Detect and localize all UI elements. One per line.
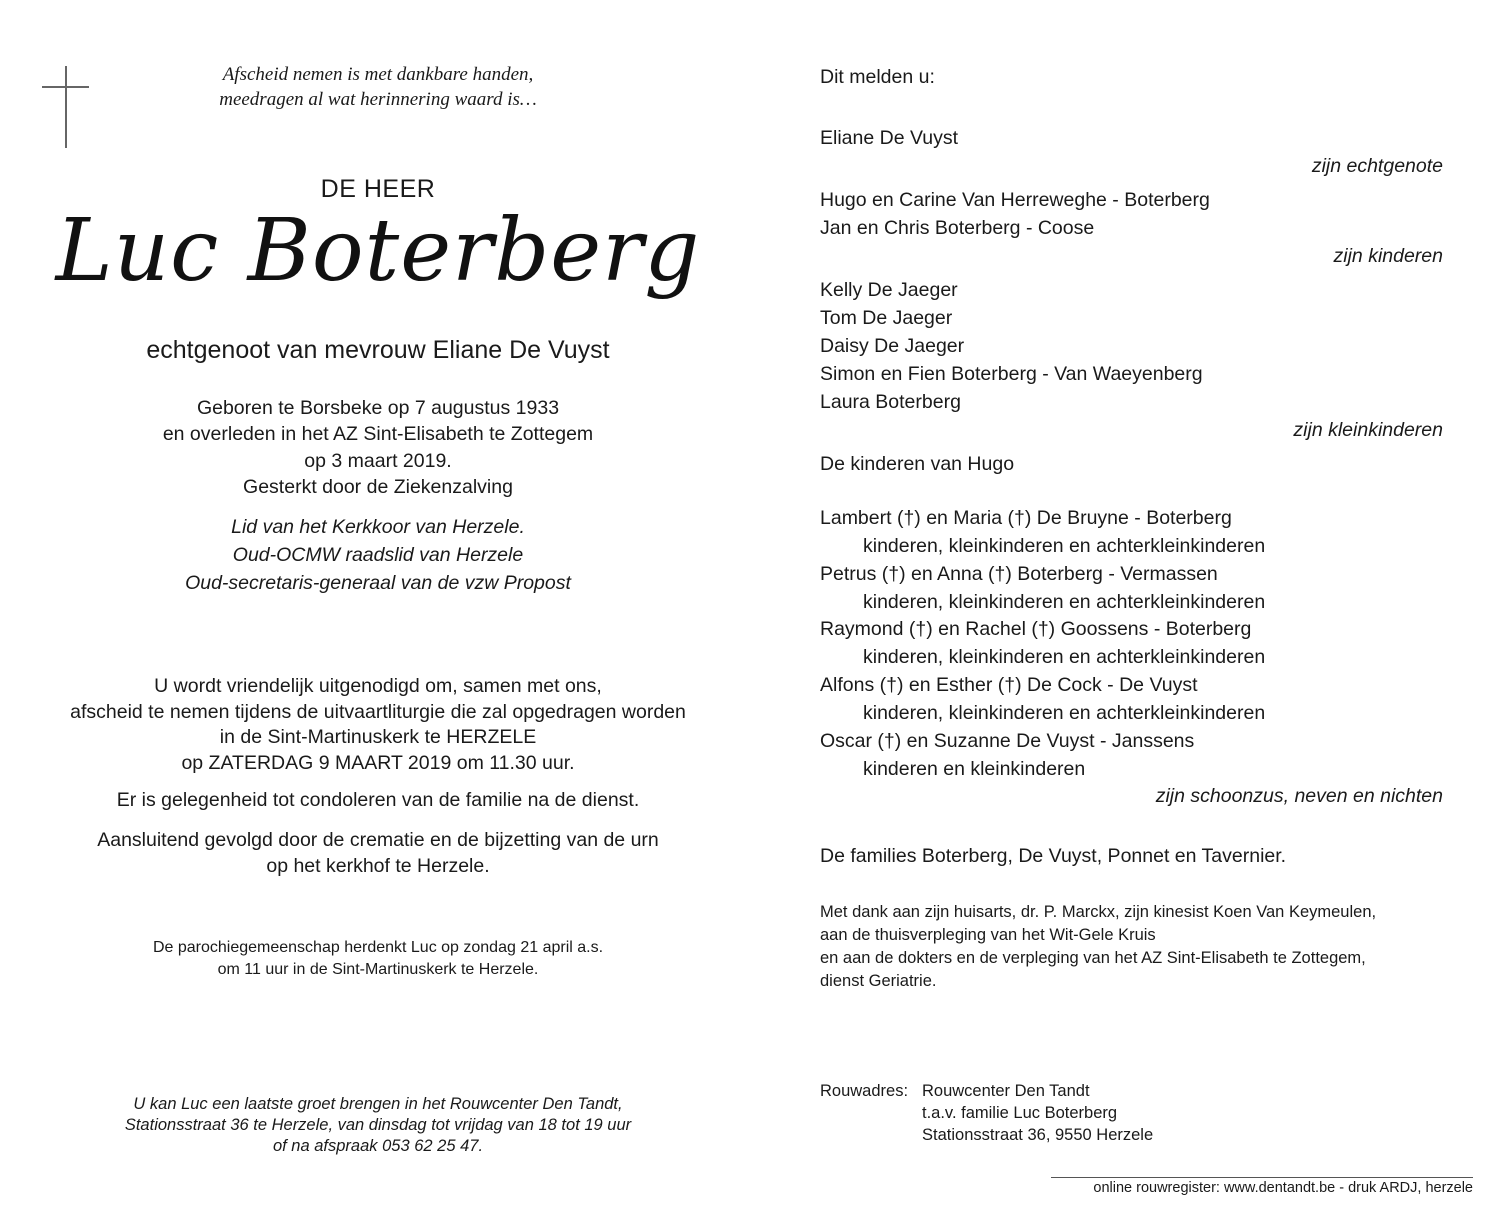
sibling-name: Lambert (†) en Maria (†) De Bruyne - Boterberg <box>820 507 1232 529</box>
thanks-line: en aan de dokters en de verpleging van het AZ Sint-Elisabeth te Zottegem, <box>820 949 1366 967</box>
invitation-line: U wordt vriendelijk uitgenodigd om, samen met ons, <box>154 675 602 697</box>
footer-divider <box>1051 1177 1473 1178</box>
sibling-descendants: kinderen, kleinkinderen en achterkleinkinderen <box>863 591 1266 613</box>
address-line: t.a.v. familie Luc Boterberg <box>922 1104 1118 1122</box>
relation-label: zijn echtgenote <box>1311 155 1443 177</box>
birth-line: op 3 maart 2019. <box>304 449 452 472</box>
family-grandchild: Tom De Jaeger <box>820 307 953 329</box>
sibling-descendants: kinderen, kleinkinderen en achterkleinkinderen <box>863 702 1266 724</box>
funeral-invitation <box>40 674 716 776</box>
sibling-name: Alfons (†) en Esther (†) De Cock - De Vuyst <box>820 674 1198 696</box>
family-spouse: Eliane De Vuyst <box>820 127 959 149</box>
role-line: Oud-OCMW raadslid van Herzele <box>232 544 524 566</box>
family-child: Hugo en Carine Van Herreweghe - Boterberg <box>820 189 1210 211</box>
family-child: Jan en Chris Boterberg - Coose <box>820 217 1095 239</box>
invitation-line: afscheid te nemen tijdens de uitvaartliturgie die zal opgedragen worden <box>70 700 686 723</box>
visit-line: Stationsstraat 36 te Herzele, van dinsdag tot vrijdag van 18 tot 19 uur <box>124 1116 632 1134</box>
cremation-line: op het kerkhof te Herzele. <box>266 855 490 877</box>
visit-line: of na afspraak 053 62 25 47. <box>272 1137 484 1155</box>
relation-label: zijn kleinkinderen <box>1293 419 1443 441</box>
family-grandchild: Laura Boterberg <box>820 391 961 413</box>
sibling-name: Oscar (†) en Suzanne De Vuyst - Janssens <box>820 730 1195 752</box>
hugo-children: De kinderen van Hugo <box>820 453 1015 475</box>
address-label: Rouwadres: <box>820 1082 909 1100</box>
family-grandchild: Daisy De Jaeger <box>820 335 965 357</box>
opening-quote <box>40 62 716 112</box>
relation-label: zijn kinderen <box>1333 245 1443 267</box>
sibling-name: Raymond (†) en Rachel (†) Goossens - Boterberg <box>820 618 1252 640</box>
families-line: De families Boterberg, De Vuyst, Ponnet en Tavernier. <box>820 845 1287 867</box>
birth-line: Geboren te Borsbeke op 7 augustus 1933 <box>196 397 560 419</box>
spouse-line: echtgenoot van mevrouw Eliane De Vuyst <box>146 336 610 364</box>
cremation-line: Aansluitend gevolgd door de crematie en de bijzetting van de urn <box>97 829 659 851</box>
title-prefix: DE HEER <box>320 175 436 203</box>
address-line: Stationsstraat 36, 9550 Herzele <box>922 1126 1154 1144</box>
thanks-line: Met dank aan zijn huisarts, dr. P. Marckx, zijn kinesist Koen Van Keymeulen, <box>820 903 1377 921</box>
mourning-address <box>820 1080 1153 1146</box>
sibling-descendants: kinderen, kleinkinderen en achterkleinkinderen <box>863 646 1266 668</box>
parish-line: De parochiegemeenschap herdenkt Luc op zondag 21 april a.s. <box>152 939 604 956</box>
family-grandchild: Simon en Fien Boterberg - Van Waeyenberg <box>820 363 1203 385</box>
cremation-note <box>40 827 716 879</box>
visit-line: U kan Luc een laatste groet brengen in het Rouwcenter Den Tandt, <box>133 1095 623 1113</box>
sibling-descendants: kinderen, kleinkinderen en achterkleinkinderen <box>863 535 1266 557</box>
role-line: Lid van het Kerkkoor van Herzele. <box>231 516 525 538</box>
quote-line: meedragen al wat herinnering waard is… <box>219 89 537 110</box>
birth-line: en overleden in het AZ Sint-Elisabeth te Zottegem <box>162 423 594 446</box>
announce-heading: Dit melden u: <box>820 66 935 88</box>
roles <box>40 513 716 597</box>
address-line: Rouwcenter Den Tandt <box>922 1082 1090 1100</box>
visitation-note <box>40 1094 716 1157</box>
role-line: Oud-secretaris-generaal van de vzw Propost <box>185 572 571 594</box>
thanks-line: aan de thuisverpleging van het Wit-Gele Kruis <box>820 926 1156 944</box>
family-grandchild: Kelly De Jaeger <box>820 279 958 301</box>
sibling-descendants: kinderen en kleinkinderen <box>863 758 1086 780</box>
thanks-note <box>820 901 1376 993</box>
sibling-name: Petrus (†) en Anna (†) Boterberg - Vermassen <box>820 563 1218 585</box>
quote-line: Afscheid nemen is met dankbare handen, <box>222 64 534 85</box>
birth-line: Gesterkt door de Ziekenzalving <box>243 475 513 498</box>
parish-line: om 11 uur in de Sint-Martinuskerk te Herzele. <box>217 961 539 978</box>
invitation-line: op ZATERDAG 9 MAART 2019 om 11.30 uur. <box>181 751 575 774</box>
condolence-note: Er is gelegenheid tot condoleren van de familie na de dienst. <box>116 789 640 811</box>
invitation-line: in de Sint-Martinuskerk te HERZELE <box>219 726 537 748</box>
relation-label: zijn schoonzus, neven en nichten <box>1155 785 1443 807</box>
birth-death-info <box>40 395 716 500</box>
deceased-name: Luc Boterberg <box>55 201 701 301</box>
parish-remembrance <box>40 937 716 981</box>
footer-credits: online rouwregister: www.dentandt.be - druk ARDJ, herzele <box>1093 1180 1473 1196</box>
thanks-line: dienst Geriatrie. <box>820 972 937 990</box>
